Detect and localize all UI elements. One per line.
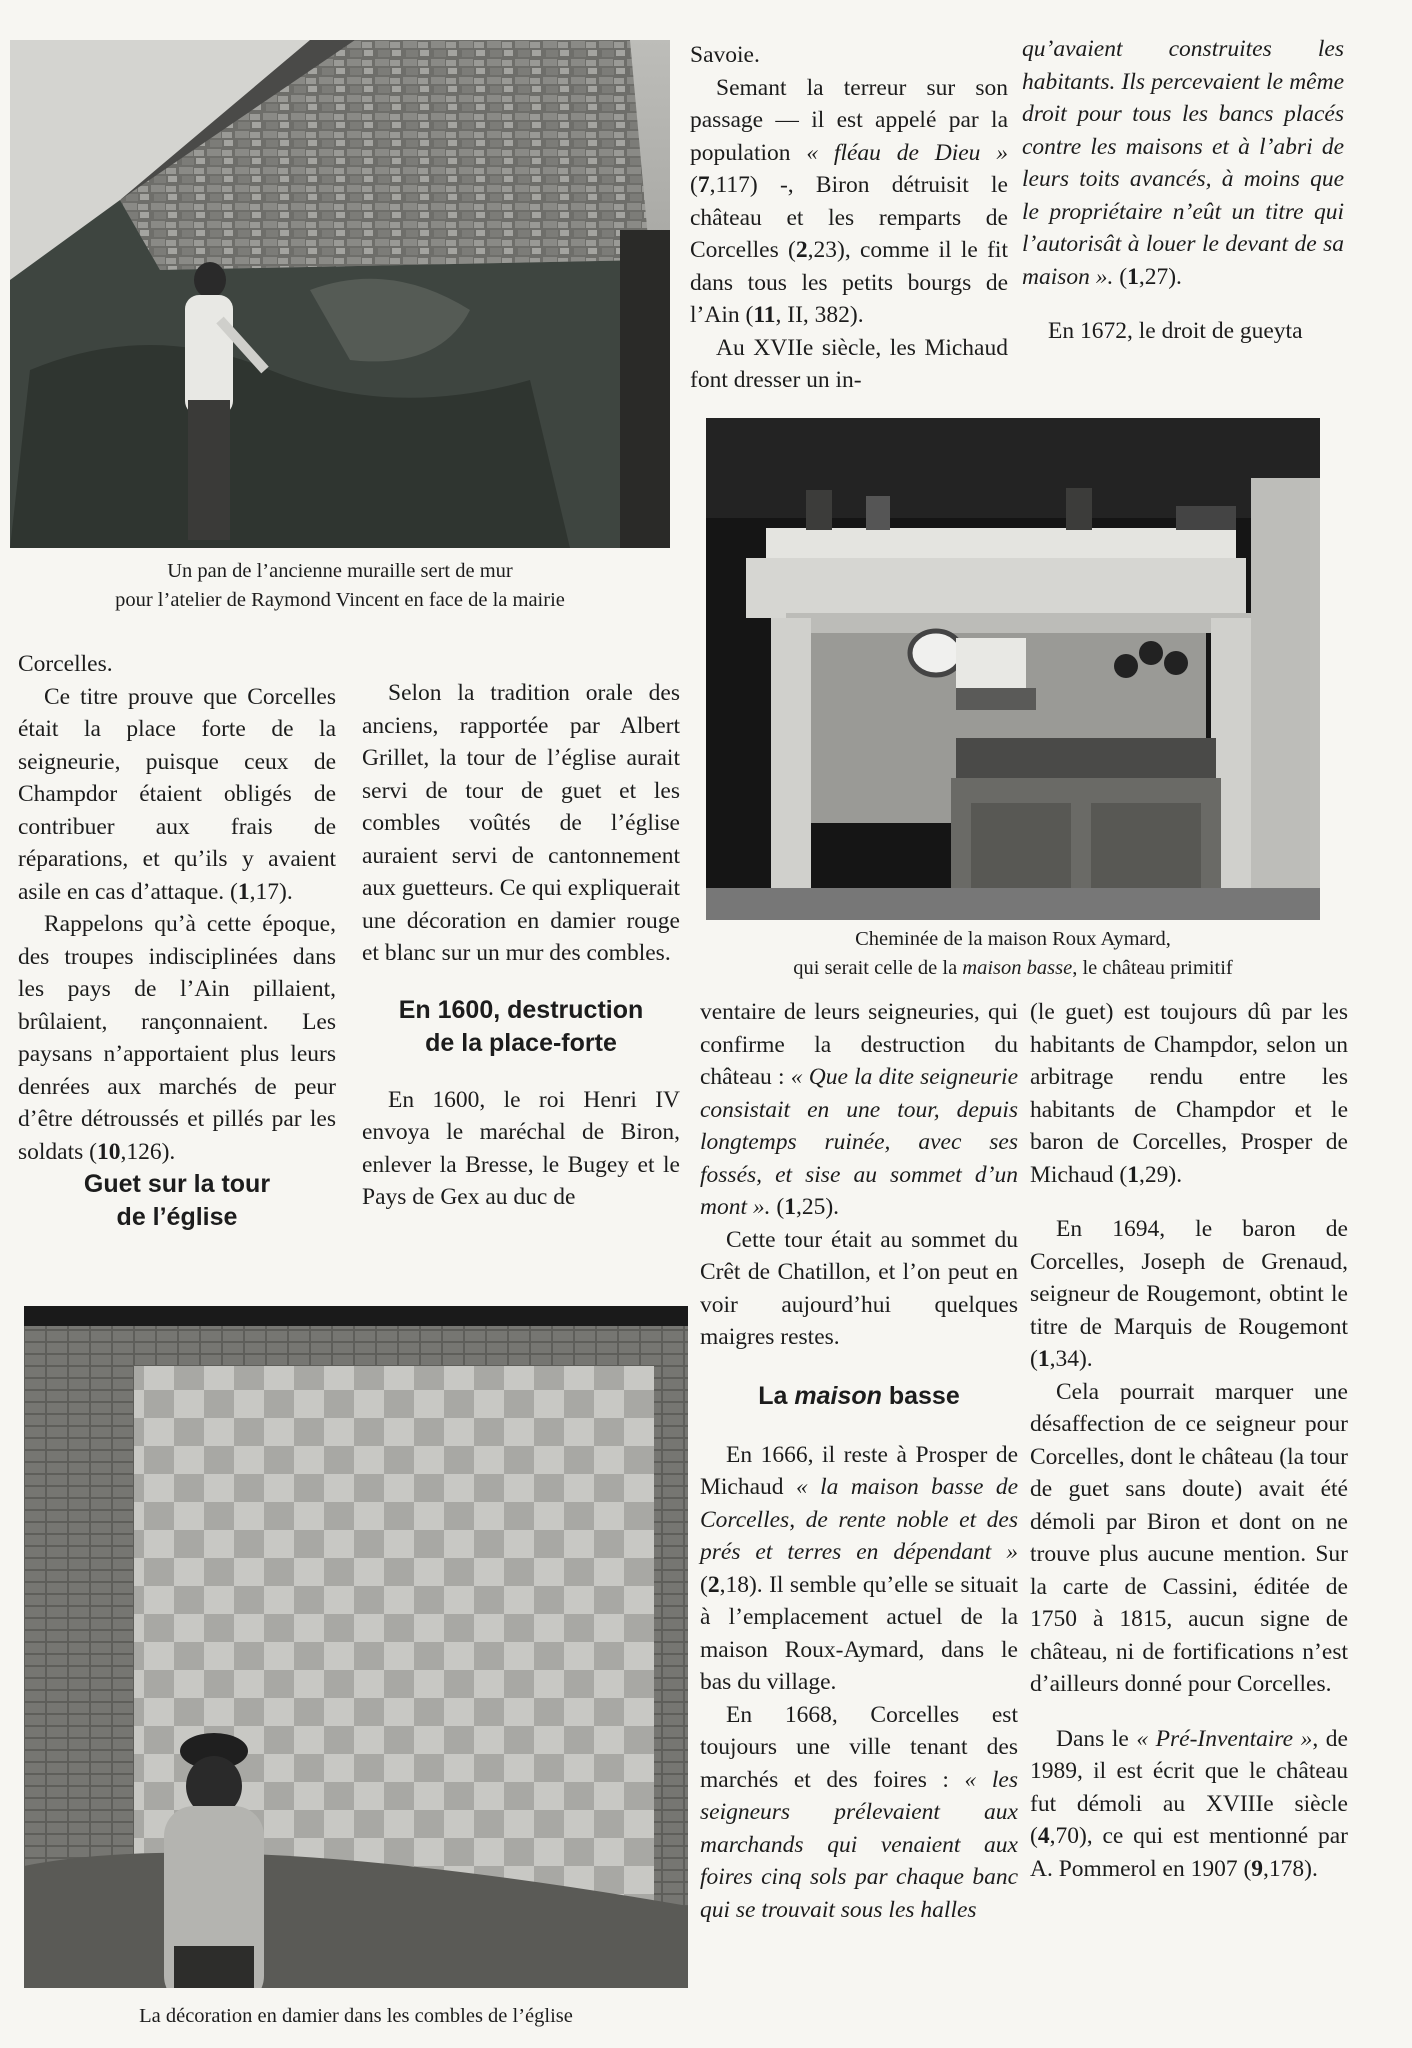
- photo-old-wall: [10, 40, 670, 548]
- paragraph: Savoie.: [690, 42, 760, 68]
- paragraph: Selon la tradition orale des anciens, rapportée par Albert Grillet, la tour de l’église aurait servi de tour de guet et les combles voûtés de l’église auraient servi de cantonnement aux guetteurs. Ce qui expliquerait une décoration en damier rouge et blanc sur un mur des combles.: [362, 680, 680, 966]
- paragraph: Cela pourrait marquer une désaffection de ce seigneur pour Corcelles, dont le château (la tour de guet sans doute) avait été démoli par Biron et dont on ne trouve plus aucune mention. Sur la carte de Cassini, éditée de 1750 à 1815, aucun signe de château, ni de fortifications n’est d’ailleurs donné pour Corcelles.: [1030, 1378, 1348, 1697]
- photo-old-wall-caption: Un pan de l’ancienne muraille sert de mur pour l’atelier de Raymond Vincent en face de la mairie: [115, 560, 565, 611]
- paragraph: En 1600, le roi Henri IV envoya le maréchal de Biron, enlever la Bresse, le Bugey et le Pays de Gex au duc de: [362, 1086, 680, 1210]
- paragraph: (le guet) est toujours dû par les habitants de Champdor, selon un arbitrage rendu entre les habitants de Champdor et le baron de Corcelles, Prosper de Michaud (1,29).: [1030, 999, 1348, 1188]
- text-top-right: [1022, 33, 1344, 348]
- photo-fireplace-caption: Cheminée de la maison Roux Aymard, qui serait celle de la maison basse, le château primitif: [793, 928, 1233, 979]
- paragraph: Au XVIIe siècle, les Michaud font dresser un in-: [690, 334, 1008, 393]
- photo-fireplace: [706, 418, 1320, 920]
- text-third-column: [700, 996, 1018, 1926]
- paragraph: Ce titre prouve que Corcelles était la place forte de la seigneurie, puisque ceux de Champdor étaient obligés de contribuer aux frais de réparations, et qu’ils y avaient asile en cas d’attaque. (1,17).: [18, 683, 336, 905]
- heading-destruction: En 1600, destruction de la place-forte: [398, 995, 644, 1057]
- paragraph: Rappelons qu’à cette époque, des troupes indisciplinées dans les pays de l’Ain pillaient, brûlaient, rançonnaient. Les paysans n’apportaient plus leurs denrées aux marchés de peur d’être détroussés et pillés par les soldats (10,126).: [18, 911, 336, 1165]
- heading-maison-basse: La maison basse: [758, 1381, 960, 1410]
- paragraph: Corcelles.: [18, 651, 113, 677]
- paragraph: Cette tour était au sommet du Crêt de Chatillon, et l’on peut en voir aujourd’hui quelques maigres restes.: [700, 1226, 1018, 1350]
- text-top-middle: [690, 39, 1008, 397]
- paragraph: En 1666, il reste à Prosper de Michaud « la maison basse de Corcelles, de rente noble et des prés et terres en dépendant » (2,18). Il semble qu’elle se situait à l’emplacement actuel de la maison Roux-Aymard, dans le bas du village.: [700, 1441, 1018, 1695]
- photo-checkerboard-caption: La décoration en damier dans les combles de l’église: [139, 2005, 573, 2027]
- text-fourth-column: [1030, 996, 1348, 1885]
- photo-checkerboard: [24, 1306, 688, 1988]
- paragraph: En 1694, le baron de Corcelles, Joseph de Grenaud, seigneur de Rougemont, obtint le titre de Marquis de Rougemont (1,34).: [1030, 1216, 1348, 1372]
- paragraph: Dans le « Pré-Inventaire », de 1989, il est écrit que le château fut démoli au XVIIIe siècle (4,70), ce qui est mentionné par A. Pommerol en 1907 (9,178).: [1030, 1725, 1348, 1882]
- text-left-column: [18, 648, 336, 1234]
- paragraph: En 1668, Corcelles est toujours une ville tenant des marchés et des foires : « les seigneurs prélevaient aux marchands qui venaient aux foires cinq sols par chaque banc qui se trouvait sous les halles: [700, 1701, 1018, 1923]
- paragraph: ventaire de leurs seigneuries, qui confirme la destruction du château : « Que la dite seigneurie consistait en une tour, depuis longtemps ruinée, avec ses fossés, et sise au sommet d’un mont ». (1,25).: [700, 999, 1018, 1220]
- text-second-column: [362, 677, 680, 1214]
- paragraph: En 1672, le droit de gueyta: [1048, 318, 1303, 344]
- heading-guet: Guet sur la tour de l’église: [83, 1170, 271, 1231]
- paragraph: qu’avaient construites les habitants. Ils percevaient le même droit pour tous les bancs placés contre les maisons et à l’abri de leurs toits avancés, à moins que le propriétaire n’eût un titre qui l’autorisât à louer le devant de sa maison ». (1,27).: [1022, 36, 1344, 290]
- paragraph: Semant la terreur sur son passage — il est appelé par la population « fléau de Dieu » (7,117) -, Biron détruisit le château et les remparts de Corcelles (2,23), comme il le fit dans tous les petits bourgs de l’Ain (11, II, 382).: [690, 74, 1008, 328]
